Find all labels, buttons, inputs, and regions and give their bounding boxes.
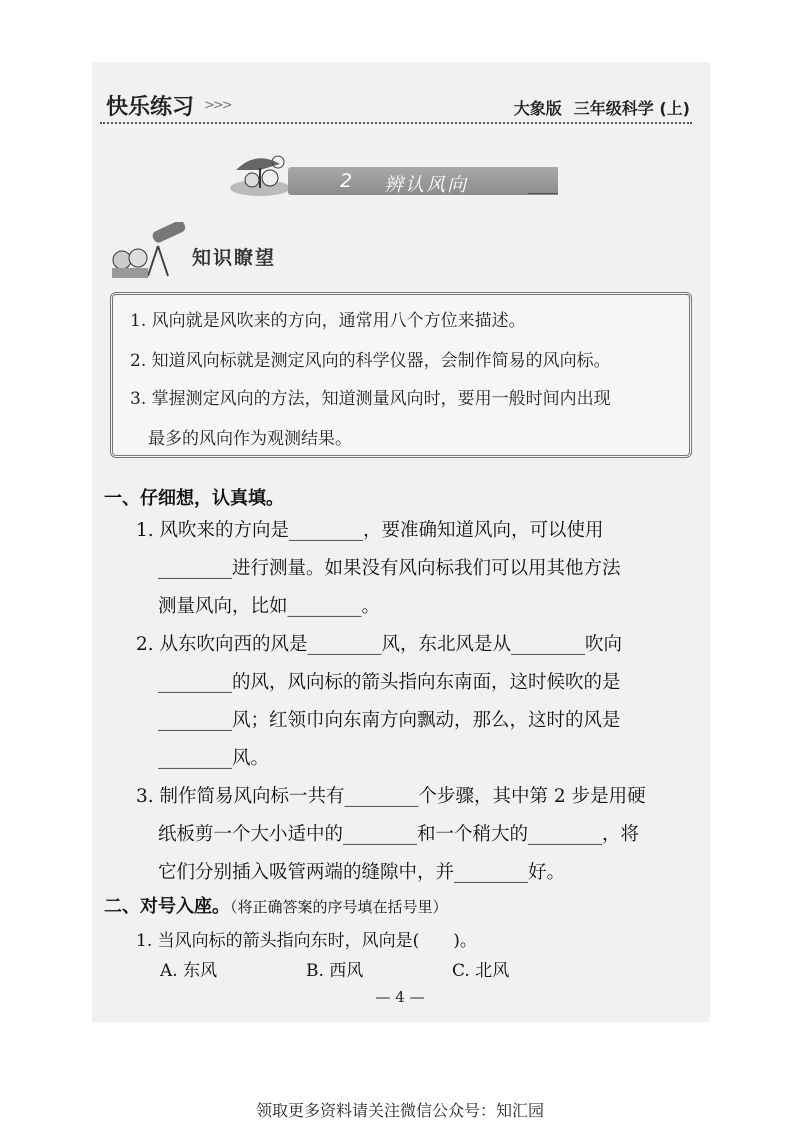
- option-c: C. 北风: [452, 961, 510, 981]
- question-line: 它们分别插入吸管两端的缝隙中，并________好。: [158, 862, 566, 883]
- lesson-banner-tail: [528, 193, 558, 194]
- header-series-title: 快乐练习: [106, 95, 195, 120]
- option-a: A. 东风: [160, 961, 218, 981]
- question-line: ________风；红领巾向东南方向飘动，那么，这时的风是: [158, 710, 621, 731]
- header-arrows: >>>: [204, 98, 231, 113]
- header-book-info: [514, 96, 690, 119]
- question-line: ________风。: [158, 748, 270, 769]
- choice-question: 1. 当风向标的箭头指向东时，风向是( )。: [136, 931, 477, 951]
- section-2-hint: （将正确答案的序号填在括号里）: [230, 898, 448, 916]
- section-2-heading: 二、对号入座。: [104, 896, 230, 917]
- page-header: [100, 90, 692, 124]
- footer-notice: 领取更多资料请关注微信公众号：知汇园: [255, 1101, 544, 1120]
- knowledge-line: 3. 掌握测定风向的方法，知道测量风向时，要用一般时间内出现: [130, 389, 611, 409]
- question-line: 2. 从东吹向西的风是________风，东北风是从________吹向: [136, 634, 623, 655]
- question-line: 3. 制作简易风向标一共有________个步骤，其中第 2 步是用硬: [136, 786, 646, 807]
- knowledge-line: 2. 知道风向标就是测定风向的科学仪器，会制作简易的风向标。: [130, 351, 611, 371]
- page-number: — 4 —: [375, 988, 425, 1006]
- section-1-title: 一、仔细想，认真填。: [104, 488, 284, 509]
- question-line: 1. 风吹来的方向是________，要准确知道风向，可以使用: [136, 520, 604, 541]
- lesson-title: 辨认风向: [384, 174, 469, 196]
- knowledge-title: 知识瞭望: [192, 247, 277, 269]
- question-line: ________的风，风向标的箭头指向东南面，这时候吹的是: [158, 672, 621, 693]
- header-publisher: 大象版: [513, 99, 562, 118]
- section-2-title: [104, 892, 448, 918]
- question-line: 纸板剪一个大小适中的________和一个稍大的________，将: [158, 824, 640, 845]
- header-subject: 三年级科学 (上): [573, 99, 690, 118]
- question-line: 测量风向，比如________。: [158, 596, 381, 617]
- telescope-kids-icon: [108, 222, 190, 282]
- question-line: ________进行测量。如果没有风向标我们可以用其他方法: [158, 558, 621, 579]
- lesson-illustration-icon: [226, 148, 294, 198]
- knowledge-line: 1. 风向就是风吹来的方向，通常用八个方位来描述。: [130, 311, 526, 331]
- knowledge-line: 最多的风向作为观测结果。: [148, 429, 352, 449]
- option-b: B. 西风: [306, 961, 364, 981]
- lesson-number: 2: [340, 170, 353, 192]
